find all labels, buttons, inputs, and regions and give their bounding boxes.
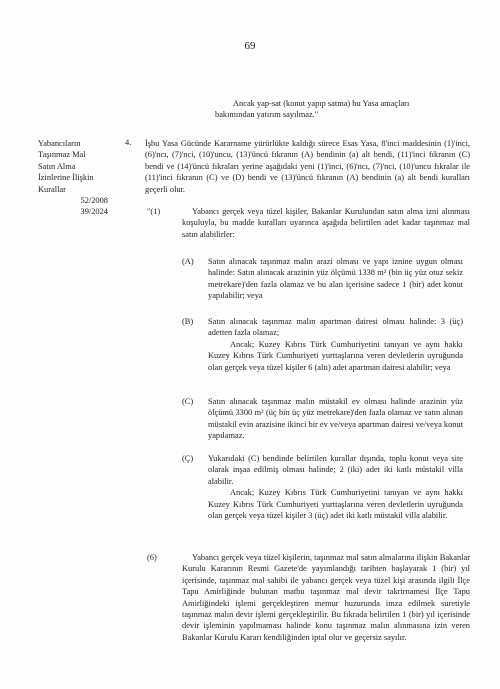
item-a-label: (A) <box>182 257 194 266</box>
item-a-text: Satın alınacak taşınmaz malın arazi olması ve yapı iznine uygun olması halinde: Satın alınacak arazinin yüz ölçümü 1338 m² (bin üç yüz otuz sekiz metrekare)'den fazla olamaz ve bu alan içerisine sadece 1 (bir) adet konut yapılabilir; veya <box>208 257 463 301</box>
clause-1-text: Yabancı gerçek veya tüzel kişiler, Bakanlar Kurulundan satın alma izni alınması koşuluyla, bu madde kuralları uyarınca aşağıda belirtilen adet kadar taşınmaz mal satın alabilirler: <box>182 207 470 239</box>
item-c-label: (C) <box>182 397 194 406</box>
clause-6-text: Yabancı gerçek veya tüzel kişilerin, taşınmaz mal satın almalarına ilişkin Bakanlar Kurulu Kararının Resmi Gazete'de yayımlandığı tarihten başlayarak 1 (bir) yıl içerisinde, taşınmaz mal sahibi ile yabancı gerçek veya tüzel kişi arasında ilgili İlçe Tapu Amirliğinde bulunan matbu taşınmaz mal devir takrirnamesi İlçe Tapu Amirliğindeki işlemi gerçekleştiren memur huzurunda imza edilmek suretiyle taşınmaz malın devir işlemi gerçekleştirilir. Bu fıkrada belirtilen 1 (bir) yıl içerisinde devir işleminin yapılmaması halinde konu taşınmaz malın alınmasına izin veren Bakanlar Kurulu Kararı kendiliğinden iptal olur ve geçersiz sayılır. <box>182 553 470 642</box>
item-cc-note: Ancak; Kuzey Kıbrıs Türk Cumhuriyetini tanıyan ve aynı hakkı Kuzey Kıbrıs Türk Cumhuriyeti yurttaşlarına veren devletlerin uyruğunda olan gerçek veya tüzel kişiler 3 (üç) adet iki katlı müstakil villa alabilir. <box>208 488 463 521</box>
article-number: 4. <box>125 138 132 147</box>
side-note-line: Satın Alma <box>38 161 76 171</box>
side-note-ref: 39/2024 <box>80 207 108 217</box>
item-b-text: Satın alınacak taşınmaz malın apartman dairesi olması halinde: 3 (üç) adetten fazla olamaz; <box>208 317 463 338</box>
previous-paragraph <box>215 98 470 121</box>
page-number: 69 <box>244 40 256 52</box>
clause-6-label: (6) <box>147 553 157 562</box>
item-cc-label: (Ç) <box>182 454 194 463</box>
article-text: İşbu Yasa Gücünde Kararname yürürlükte kaldığı sürece Esas Yasa, 8'inci maddesinin (1)'inci, (6)'ncı, (7)'nci, (10)'uncu, (13)'üncü fıkranın (A) bendinin (a) alt bendi, (11)'inci fıkranın (C) bendi ve (14)'üncü fıkraları yerine aşağıdaki yeni (1)'inci, (6)'ncı, (7)'nci, (10)'uncu fıkralar ile (11)'inci fıkranın (C) ve (D) bendi ve (13)'üncü fıkranın (A) bendinin (a) alt bendi kuralları geçerli olur. <box>145 139 470 194</box>
item-c-text: Satın alınacak taşınmaz malın müstakil ev olması halinde arazinin yüz ölçümü 3300 m² (üç bin üç yüz metrekare)'den fazla olamaz ve satın alınan müstakil evin arazisine ikinci bir ev ve/veya apartman dairesi ve/veya konut yapılamaz. <box>208 397 463 441</box>
side-note-ref: 52/2008 <box>80 196 108 206</box>
item-cc-text: Yukarıdaki (C) bendinde belirtilen kurallar dışında, toplu konut veya site olarak inşaa edilmiş olması halinde; 2 (iki) adet iki katlı müstakil villa alabilir. <box>208 454 463 486</box>
side-note <box>38 138 110 218</box>
item-cc <box>208 453 463 521</box>
side-note-line: İzinlerine İlişkin <box>38 173 94 183</box>
side-note-line: Yabancıların <box>38 139 81 148</box>
side-note-line: Kurallar <box>38 184 66 194</box>
side-note-line: Taşınmaz Mal <box>38 150 86 160</box>
previous-paragraph-line: Ancak yap-sat (konut yapıp satma) bu Yasa amaçları <box>233 99 410 108</box>
clause-1-label: "(1) <box>147 207 161 216</box>
item-b <box>208 316 463 373</box>
item-b-label: (B) <box>182 317 194 326</box>
item-b-note: Ancak; Kuzey Kıbrıs Türk Cumhuriyetini tanıyan ve aynı hakkı Kuzey Kıbrıs Türk Cumhuriyeti yurttaşlarına veren devletlerin uyruğunda olan gerçek veya tüzel kişiler 6 (altı) adet apartman dairesi alabilir; veya <box>208 339 463 372</box>
previous-paragraph-line: bakımından yatırım sayılmaz." <box>215 110 319 120</box>
